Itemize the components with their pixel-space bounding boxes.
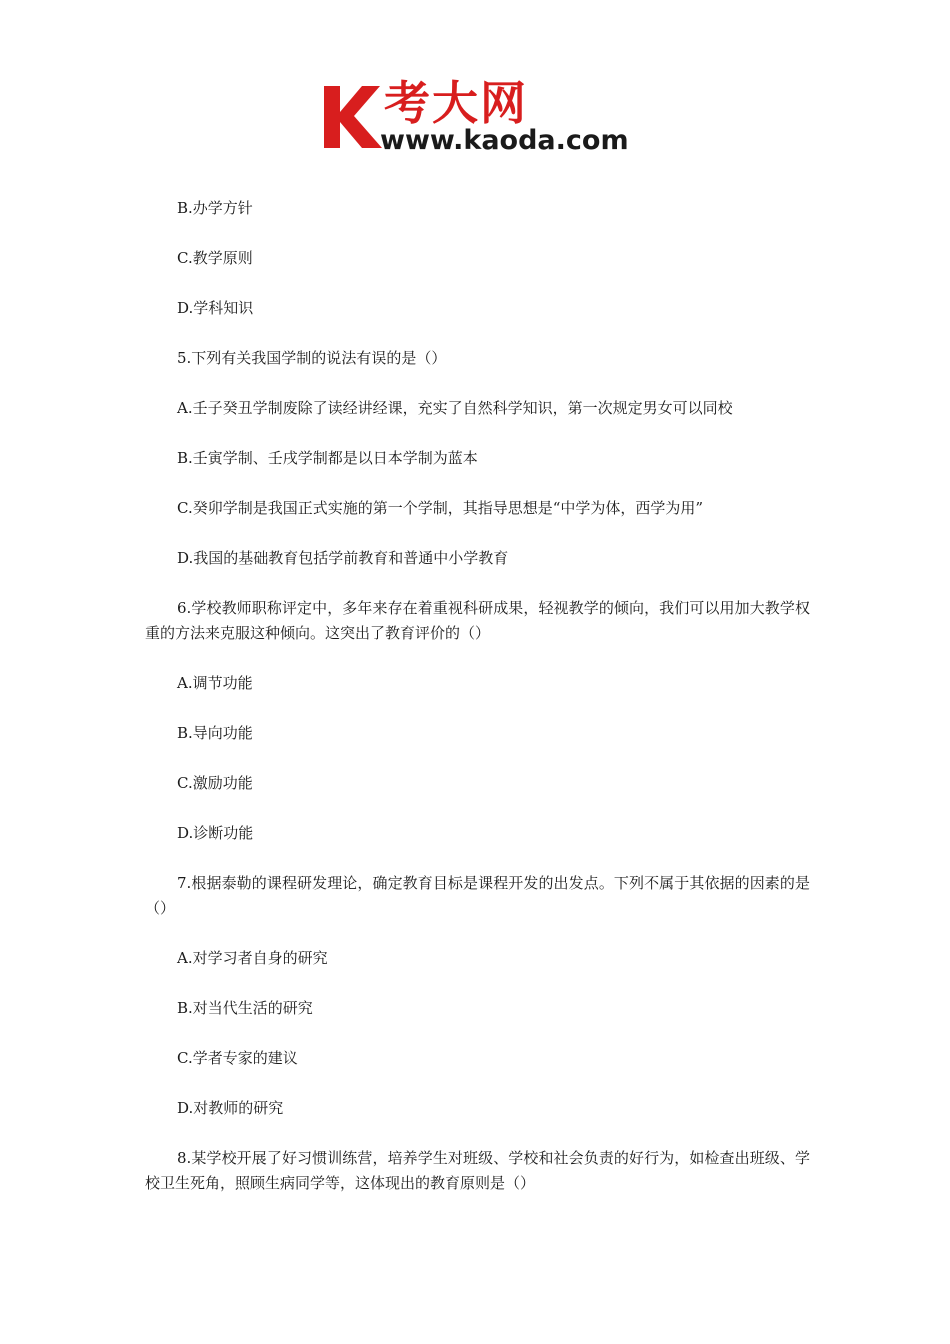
- logo-url-text: www.kaoda.com: [380, 125, 629, 156]
- document-body: [145, 196, 810, 1196]
- option-line: B.壬寅学制、壬戌学制都是以日本学制为蓝本: [177, 449, 478, 467]
- option-line: B.办学方针: [177, 199, 253, 217]
- question-text: 6.学校教师职称评定中，多年来存在着重视科研成果，轻视教学的倾向，我们可以用加大教学权重的方法来克服这种倾向。这突出了教育评价的（）: [145, 599, 810, 642]
- logo-k-mark-icon: [318, 82, 382, 152]
- option-line: C.教学原则: [177, 249, 253, 267]
- option-line: D.对教师的研究: [177, 1099, 284, 1117]
- option-line: A.壬子癸丑学制废除了读经讲经课，充实了自然科学知识，第一次规定男女可以同校: [177, 399, 733, 417]
- option-line: C.激励功能: [177, 774, 253, 792]
- option-line: B.导向功能: [177, 724, 253, 742]
- option-line: A.调节功能: [177, 674, 253, 692]
- option-line: B.对当代生活的研究: [177, 999, 313, 1017]
- option-line: D.学科知识: [177, 299, 254, 317]
- question-text: 7.根据泰勒的课程研发理论，确定教育目标是课程开发的出发点。下列不属于其依据的因素的是（）: [145, 874, 810, 917]
- logo-brand-text: 考大网: [384, 76, 528, 130]
- question-text: 5.下列有关我国学制的说法有误的是（）: [177, 349, 447, 367]
- option-line: D.我国的基础教育包括学前教育和普通中小学教育: [177, 549, 509, 567]
- kaoda-logo: [318, 78, 640, 160]
- question-text: 8.某学校开展了好习惯训练营，培养学生对班级、学校和社会负责的好行为，如检查出班级、学校卫生死角，照顾生病同学等，这体现出的教育原则是（）: [145, 1149, 810, 1192]
- option-line: C.学者专家的建议: [177, 1049, 298, 1067]
- option-line: C.癸卯学制是我国正式实施的第一个学制，其指导思想是“中学为体，西学为用”: [177, 499, 704, 517]
- option-line: A.对学习者自身的研究: [177, 949, 328, 967]
- option-line: D.诊断功能: [177, 824, 254, 842]
